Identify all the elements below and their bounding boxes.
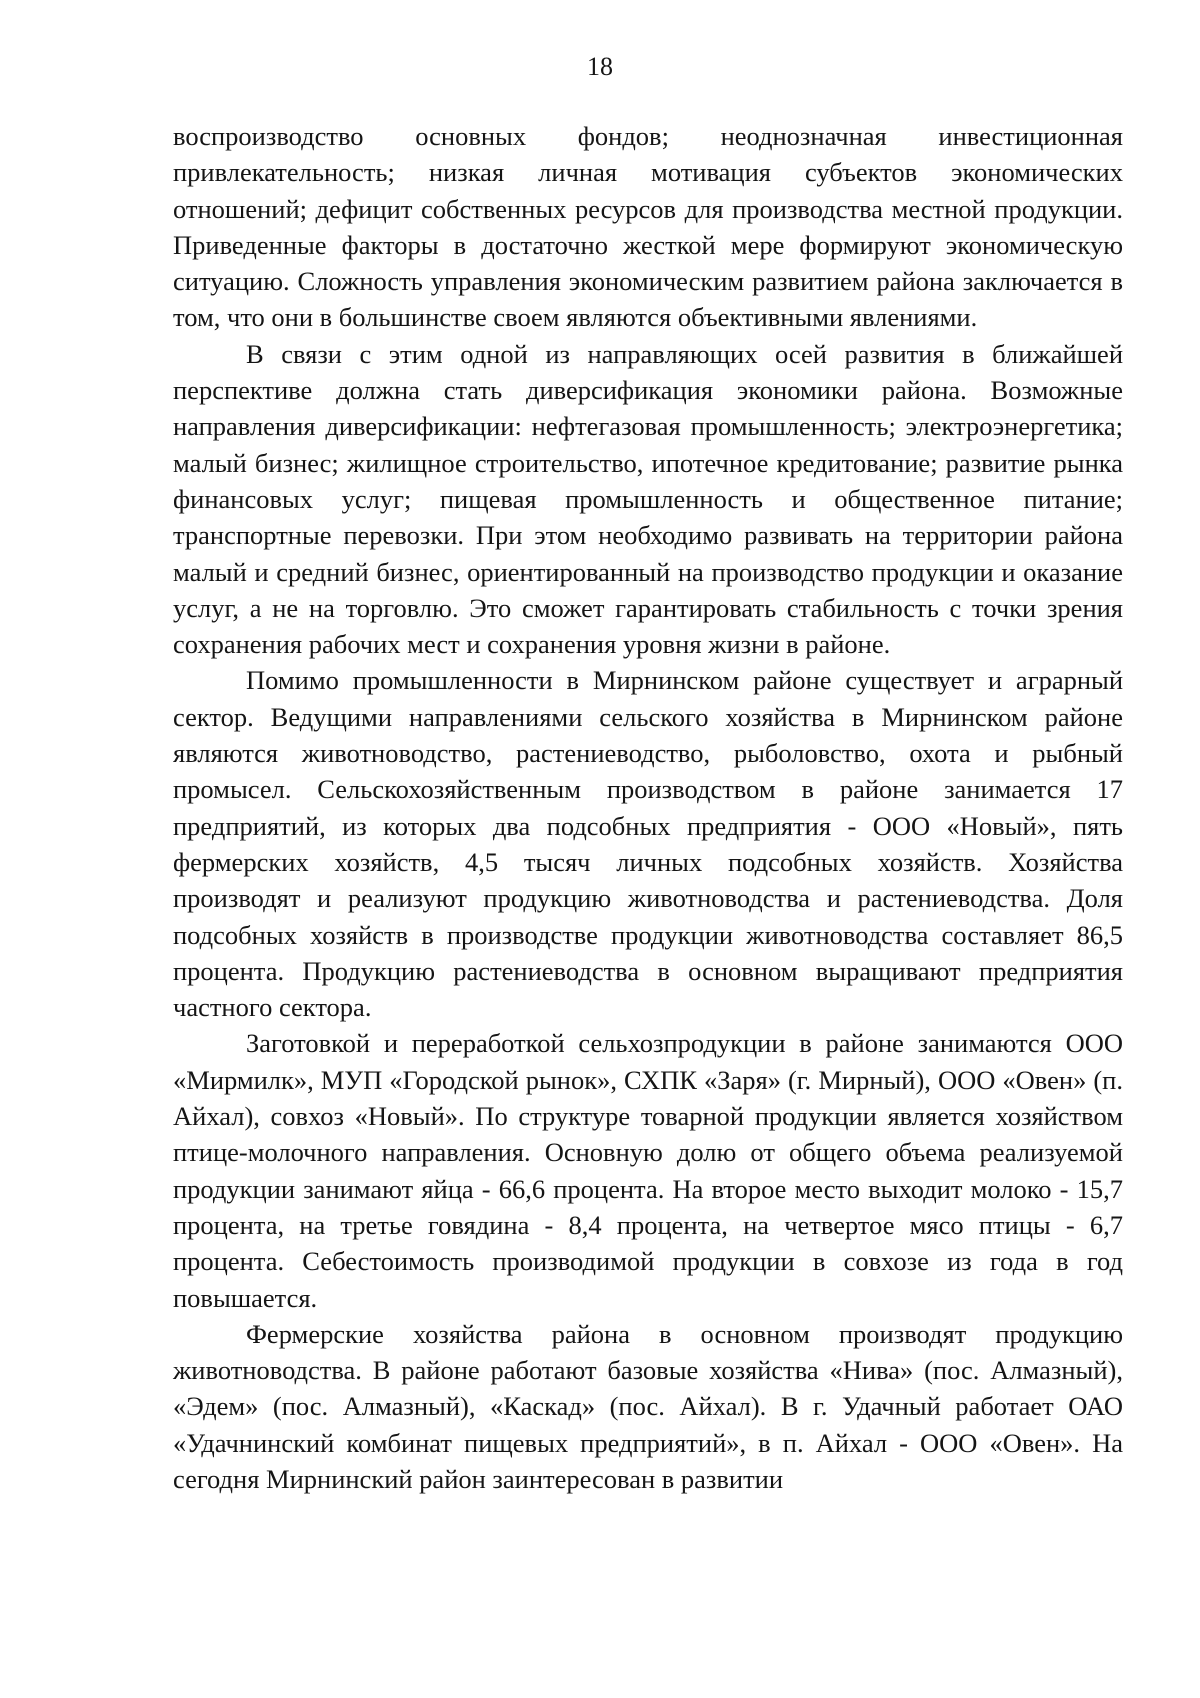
- paragraph-agrarian-sector: Помимо промышленности в Мирнинском районе существует и аграрный сектор. Ведущими направлениями сельского хозяйства в Мирнинском районе являются животноводство, растениеводство, рыболовство, охота и рыбный промысел. Сельскохозяйственным производством в районе занимается 17 предприятий, из которых два подсобных предприятия - ООО «Новый», пять фермерских хозяйств, 4,5 тысяч личных подсобных хозяйств. Хозяйства производят и реализуют продукцию животноводства и растениеводства. Доля подсобных хозяйств в производстве продукции животноводства составляет 86,5 процента. Продукцию растениеводства в основном выращивают предприятия частного сектора.: [173, 665, 1123, 1023]
- paragraph-farms: Фермерские хозяйства района в основном производят продукцию животноводства. В районе работают базовые хозяйства «Нива» (пос. Алмазный), «Эдем» (пос. Алмазный), «Каскад» (пос. Айхал). В г. Удачный работает ОАО «Удачнинский комбинат пищевых предприятий», в п. Айхал - ООО «Овен». На сегодня Мирнинский район заинтересован в развитии: [173, 1318, 1123, 1494]
- paragraph-continuation: воспроизводство основных фондов; неоднозначная инвестиционная привлекательность; низкая личная мотивация субъектов экономических отношений; дефицит собственных ресурсов для производства местной продукции. Приведенные факторы в достаточно жесткой мере формируют экономическую ситуацию. Сложность управления экономическим развитием района заключается в том, что они в большинстве своем являются объективными явлениями.: [173, 121, 1123, 333]
- page-body: [173, 118, 1123, 1497]
- paragraph-processing: Заготовкой и переработкой сельхозпродукции в районе занимаются ООО «Мирмилк», МУП «Городской рынок», СХПК «Заря» (г. Мирный), ООО «Овен» (п. Айхал), совхоз «Новый». По структуре товарной продукции является хозяйством птице-молочного направления. Основную долю от общего объема реализуемой продукции занимают яйца - 66,6 процента. На второе место выходит молоко - 15,7 процента, на третье говядина - 8,4 процента, на четвертое мясо птицы - 6,7 процента. Себестоимость производимой продукции в совхозе из года в год повышается.: [173, 1028, 1123, 1313]
- paragraph-diversification: В связи с этим одной из направляющих осей развития в ближайшей перспективе должна стать диверсификация экономики района. Возможные направления диверсификации: нефтегазовая промышленность; электроэнергетика; малый бизнес; жилищное строительство, ипотечное кредитование; развитие рынка финансовых услуг; пищевая промышленность и общественное питание; транспортные перевозки. При этом необходимо развивать на территории района малый и средний бизнес, ориентированный на производство продукции и оказание услуг, а не на торговлю. Это сможет гарантировать стабильность с точки зрения сохранения рабочих мест и сохранения уровня жизни в районе.: [173, 338, 1123, 660]
- page-number: 18: [587, 52, 613, 81]
